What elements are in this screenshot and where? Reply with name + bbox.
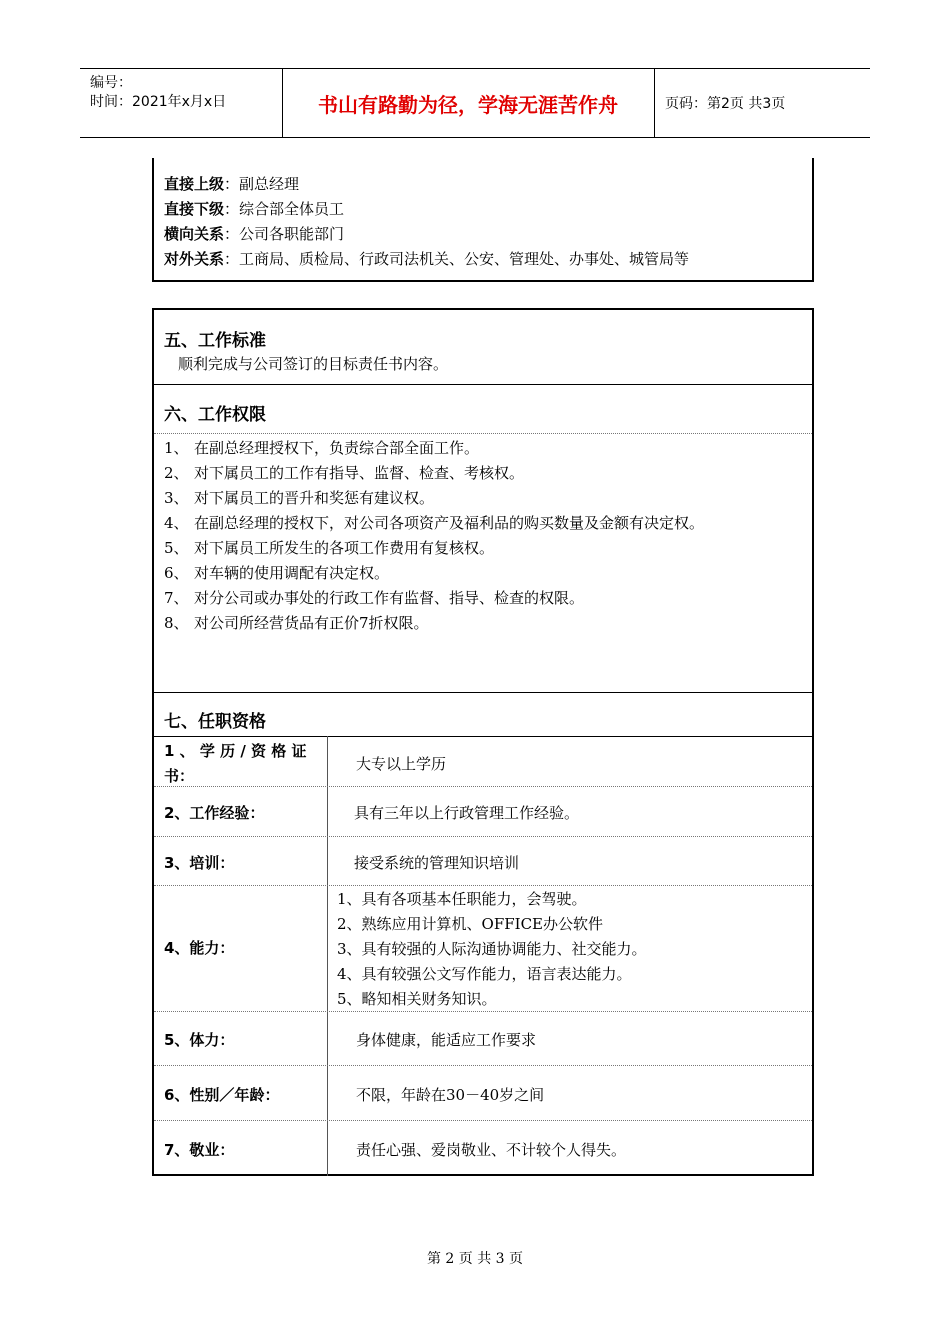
time-label: 时间：2021年x月x日: [90, 94, 227, 110]
divider: [154, 433, 812, 434]
qualification-value-experience: 具有三年以上行政管理工作经验。: [354, 804, 580, 822]
qualification-value-training: 接受系统的管理知识培训: [354, 854, 520, 872]
job-table: [152, 308, 814, 1176]
page-label: 页码：第2页 共3页: [665, 96, 786, 112]
section-standard-text: 顺利完成与公司签订的目标责任书内容。: [178, 355, 449, 373]
divider: [154, 836, 812, 837]
qualification-value-gender-age: 不限，年龄在30－40岁之间: [356, 1086, 545, 1104]
page-footer: 第 2 页 共 3 页: [426, 1251, 524, 1267]
authority-item: 4、 在副总经理的授权下，对公司各项资产及福利品的购买数量及金额有决定权。: [164, 514, 705, 532]
divider: [154, 692, 812, 693]
qualification-label-experience: 2、工作经验：: [164, 804, 265, 822]
authority-item: 8、 对公司所经营货品有正价7折权限。: [164, 614, 429, 632]
authority-item: 5、 对下属员工所发生的各项工作费用有复核权。: [164, 539, 495, 557]
relation-external: 对外关系：工商局、质检局、行政司法机关、公安、管理处、办事处、城管局等: [164, 250, 690, 268]
section-qualification-title: 七、任职资格: [164, 712, 266, 732]
relation-horizontal: 横向关系：公司各职能部门: [164, 225, 345, 243]
divider: [154, 736, 812, 737]
qualification-label-dedication: 7、敬业：: [164, 1141, 235, 1159]
number-label: 编号：: [90, 75, 132, 91]
header-meta: [80, 69, 283, 137]
qualification-value-education: 大专以上学历: [356, 755, 447, 773]
ability-item: 1、具有各项基本任职能力，会驾驶。: [337, 890, 587, 908]
authority-item: 2、 对下属员工的工作有指导、监督、检查、考核权。: [164, 464, 525, 482]
section-standard-title: 五、工作标准: [164, 331, 266, 351]
ability-item: 3、具有较强的人际沟通协调能力、社交能力。: [337, 940, 647, 958]
page-header: [80, 68, 870, 138]
qualification-value-physical: 身体健康，能适应工作要求: [356, 1031, 537, 1049]
ability-item: 5、略知相关财务知识。: [337, 990, 497, 1008]
ability-item: 2、熟练应用计算机、OFFICE办公软件: [337, 915, 604, 933]
section-authority-title: 六、工作权限: [164, 405, 266, 425]
column-divider: [327, 736, 328, 1176]
qualification-label-training: 3、培训：: [164, 854, 235, 872]
divider: [154, 1065, 812, 1066]
qualification-label-physical: 5、体力：: [164, 1031, 235, 1049]
qualification-label-ability: 4、能力：: [164, 939, 235, 957]
authority-item: 3、 对下属员工的晋升和奖惩有建议权。: [164, 489, 435, 507]
qualification-value-dedication: 责任心强、爱岗敬业、不计较个人得失。: [356, 1141, 627, 1159]
authority-item: 6、 对车辆的使用调配有决定权。: [164, 564, 390, 582]
divider: [154, 786, 812, 787]
authority-item: 1、 在副总经理授权下，负责综合部全面工作。: [164, 439, 480, 457]
relation-superior: 直接上级：副总经理: [164, 175, 300, 193]
relation-subordinate: 直接下级：综合部全体员工: [164, 200, 345, 218]
qualification-label-gender-age: 6、性别／年龄：: [164, 1086, 280, 1104]
divider: [154, 1120, 812, 1121]
divider: [154, 885, 812, 886]
qualification-label-education: 1 、 学 历 / 资 格 证 书：: [164, 742, 307, 785]
divider: [154, 384, 812, 385]
relations-box: [152, 158, 814, 282]
divider: [154, 1011, 812, 1012]
authority-item: 7、 对分公司或办事处的行政工作有监督、指导、检查的权限。: [164, 589, 585, 607]
header-motto: 书山有路勤为径，学海无涯苦作舟: [282, 69, 655, 137]
ability-item: 4、具有较强公文写作能力，语言表达能力。: [337, 965, 632, 983]
